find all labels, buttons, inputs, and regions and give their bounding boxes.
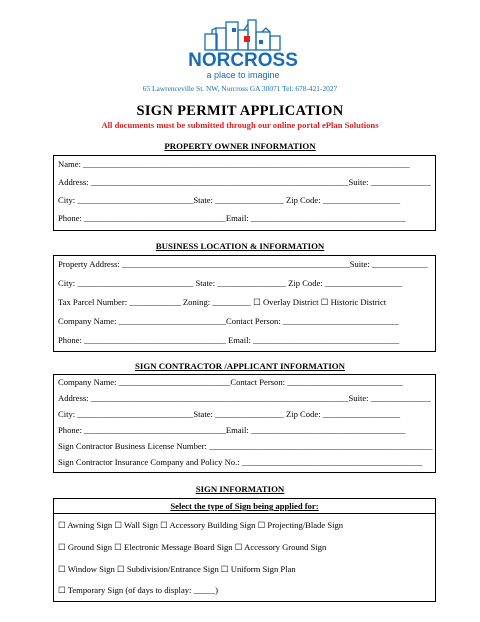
skyline-icon	[205, 20, 280, 50]
contractor-company-field[interactable]: Company Name: __________________________Contact Person: ___________________________	[58, 377, 404, 387]
owner-info-box	[53, 155, 436, 231]
owner-city-field[interactable]: City: ___________________________State: ________________ Zip Code: __________________	[58, 195, 401, 205]
page-title: SIGN PERMIT APPLICATION	[136, 103, 344, 119]
business-company-field[interactable]: Company Name: _________________________Contact Person: ___________________________	[58, 316, 399, 326]
sign-type-box	[53, 498, 436, 602]
sign-section-heading: SIGN INFORMATION	[195, 484, 285, 494]
business-city-field[interactable]: City: ___________________________ State: ________________ Zip Code: __________________	[58, 278, 403, 288]
office-address: 65 Lawrenceville St. NW, Norcross GA 30071 Tel: 678-421-2027	[142, 84, 338, 93]
logo-wordmark: NORCROSS	[188, 50, 298, 71]
logo-tagline: a place to imagine	[206, 70, 280, 80]
sign-type-prompt: Select the type of Sign being applied for:	[54, 499, 435, 514]
sign-type-row-1[interactable]: ☐ Awning Sign ☐ Wall Sign ☐ Accessory Building Sign ☐ Projecting/Blade Sign	[58, 520, 344, 530]
contractor-address-field[interactable]: Address: ____________________________________________________________Suite: ______________	[58, 393, 431, 403]
contractor-city-field[interactable]: City: ___________________________State: ________________ Zip Code: __________________	[58, 409, 401, 419]
contractor-section-heading: SIGN CONTRACTOR /APPLICANT INFORMATION	[135, 361, 345, 371]
submission-notice: All documents must be submitted through our online portal ePlan Solutions	[101, 120, 379, 130]
sign-type-row-3[interactable]: ☐ Window Sign ☐ Subdivision/Entrance Sign ☐ Uniform Sign Plan	[58, 564, 296, 574]
business-section-heading: BUSINESS LOCATION & INFORMATION	[155, 241, 325, 251]
business-info-box	[53, 255, 436, 352]
temporary-sign-option[interactable]: ☐ Temporary Sign (of days to display: _____)	[58, 585, 218, 595]
contractor-info-box	[53, 374, 436, 473]
owner-name-field[interactable]: Name: ____________________________________________________________________________	[58, 159, 410, 169]
sign-type-row-2[interactable]: ☐ Ground Sign ☐ Electronic Message Board Sign ☐ Accessory Ground Sign	[58, 542, 327, 552]
owner-phone-field[interactable]: Phone: _________________________________Email: ____________________________________	[58, 213, 406, 223]
norcross-logo	[0, 18, 480, 90]
business-license-field[interactable]: Sign Contractor Business License Number: ____________________________________________________	[58, 441, 433, 451]
owner-address-field[interactable]: Address: ____________________________________________________________Suite: ______________	[58, 177, 431, 187]
business-phone-field[interactable]: Phone: _________________________________ Email: __________________________________	[58, 335, 400, 345]
insurance-policy-field[interactable]: Sign Contractor Insurance Company and Policy No.: __________________________________________	[58, 457, 423, 467]
red-accent-icon	[244, 36, 250, 42]
owner-section-heading: PROPERTY OWNER INFORMATION	[164, 141, 316, 151]
tax-parcel-row[interactable]: Tax Parcel Number: ____________ Zoning: _________ ☐ Overlay District ☐ Historic District	[58, 297, 387, 307]
property-address-field[interactable]: Property Address: _____________________________________________________Suite: _____________	[58, 259, 428, 269]
contractor-phone-field[interactable]: Phone: _________________________________Email: ____________________________________	[58, 425, 406, 435]
